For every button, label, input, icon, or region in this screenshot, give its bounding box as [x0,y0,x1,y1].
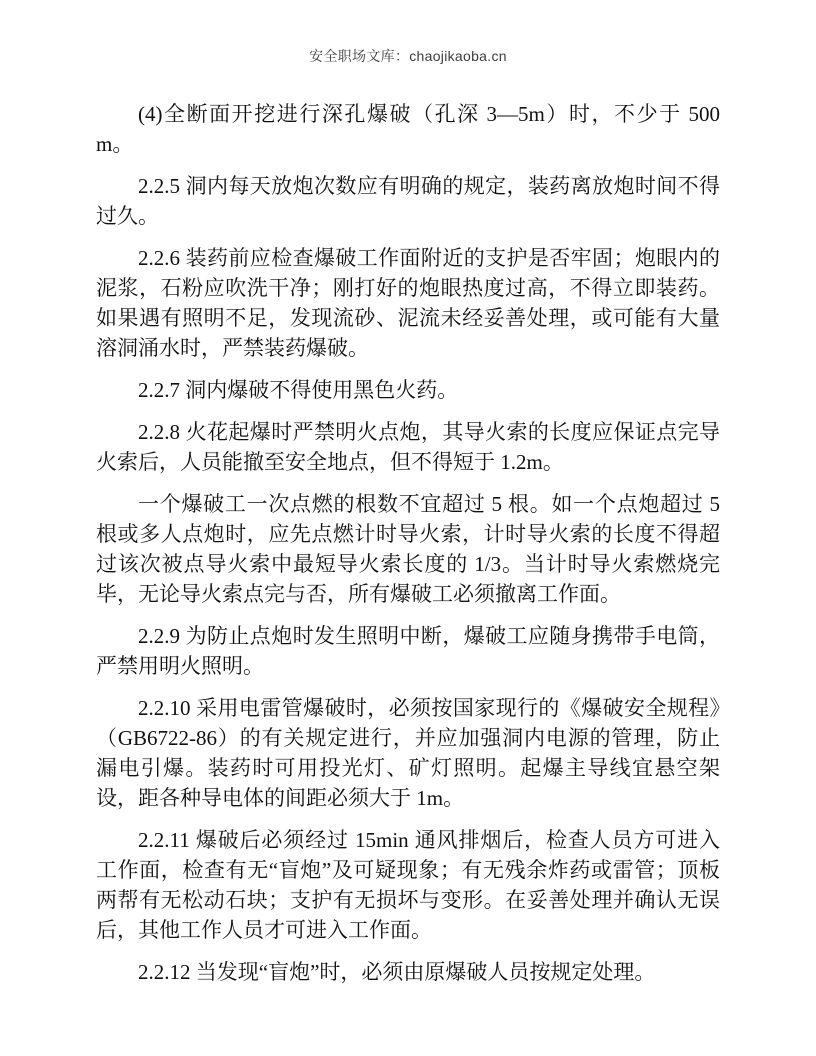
clause-4-deep-hole-blasting: (4)全断面开挖进行深孔爆破（孔深 3—5m）时，不少于 500m。 [96,102,720,156]
clause-2-2-7: 2.2.7 洞内爆破不得使用黑色火药。 [138,378,459,402]
clause-2-2-5: 2.2.5 洞内每天放炮次数应有明确的规定，装药离放炮时间不得过久。 [96,174,720,228]
clause-2-2-6: 2.2.6 装药前应检查爆破工作面附近的支护是否牢固；炮眼内的泥浆，石粉应吹洗干净；刚打好的炮眼热度过高，不得立即装药。如果遇有照明不足，发现流砂、泥流未经妥善处理，或可能有大量溶洞涌水时，严禁装药爆破。 [96,246,720,360]
clause-2-2-10: 2.2.10 采用电雷管爆破时，必须按国家现行的《爆破安全规程》（GB6722-86）的有关规定进行，并应加强洞内电源的管理，防止漏电引爆。装药时可用投光灯、矿灯照明。起爆主导线宜悬空架设，距各种导电体的间距必须大于 1m。 [96,696,720,810]
clause-2-2-12: 2.2.12 当发现“盲炮”时，必须由原爆破人员按规定处理。 [138,960,656,984]
clause-2-2-8: 2.2.8 火花起爆时严禁明火点炮，其导火索的长度应保证点完导火索后，人员能撤至安全地点，但不得短于 1.2m。 [96,420,720,474]
clause-2-2-9: 2.2.9 为防止点炮时发生照明中断，爆破工应随身携带手电筒，严禁用明火照明。 [96,624,720,678]
document-body [96,99,720,999]
watermark-header [0,46,816,66]
clause-fuse-ignition-limit: 一个爆破工一次点燃的根数不宜超过 5 根。如一个点炮超过 5 根或多人点炮时，应先点燃计时导火索，计时导火索的长度不得超过该次被点导火索中最短导火索长度的 1/3。当计时导火索燃烧完毕，无论导火索点完与否，所有爆破工必须撤离工作面。 [96,492,720,606]
clause-2-2-11: 2.2.11 爆破后必须经过 15min 通风排烟后，检查人员方可进入工作面，检查有无“盲炮”及可疑现象；有无残余炸药或雷管；顶板两帮有无松动石块；支护有无损坏与变形。在妥善处理并确认无误后，其他工作人员才可进入工作面。 [96,828,720,942]
site-watermark-label: 安全职场文库：chaojikaoba.cn [309,48,507,64]
